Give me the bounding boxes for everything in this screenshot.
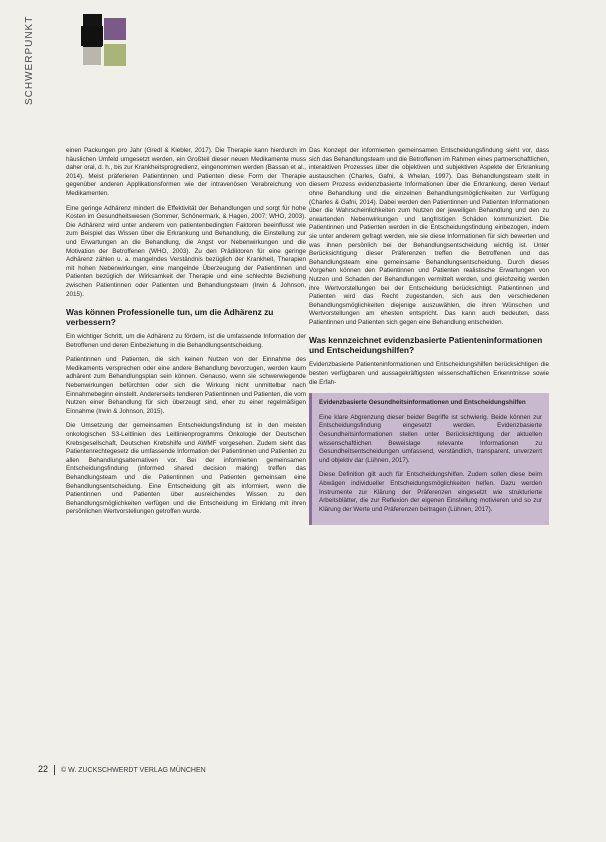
section-heading: Was kennzeichnet evidenzbasierte Patienteninformationen und Entscheidungshilfen? bbox=[309, 335, 543, 356]
decor-square-grey bbox=[83, 47, 101, 65]
info-box bbox=[309, 393, 549, 525]
paragraph: einen Packungen pro Jahr (Gredl & Kiebler, 2017). Die Therapie kann hierdurch im häuslichen Umfeld umgesetzt werden, ein Großteil dieser neuen Medikamente muss daher oral, d. h., bis zur Krankheitsprogredienz, eingenommen werden (Bassan et al., 2014). Meist präferieren Patientinnen und Patienten diese Form der Therapie gegenüber anderen Applikationsformen wie der intravenösen Verabreichung von Medikamenten. bbox=[66, 147, 306, 197]
info-box-paragraph: Eine klare Abgrenzung dieser beider Begriffe ist schwierig. Beide können zur Entscheidungsfindung eingesetzt werden. Evidenzbasierte Gesundheitsinformationen stellen unter Berücksichtigung der aktuellen wissenschaftlichen Beweislage relevante Informationen zu Gesundheitsentscheidungen umfassend, verständlich, transparent, unverzerrt und objektiv dar (Lühnen, 2017). bbox=[319, 413, 542, 464]
running-head: SCHWERPUNKT bbox=[24, 16, 35, 106]
decor-square-green bbox=[104, 44, 126, 66]
paragraph: Die Umsetzung der gemeinsamen Entscheidungsfindung ist in den meisten onkologischen S3-Leitlinien des Leitlinienprogramms Onkologie der Deutschen Krebsgesellschaft, Deutschen Krebshilfe und AWMF vorgesehen. Zudem sieht das Patientenrechtegesetz die umfassende Information der Patientinnen und Patienten zu allen Behandlungsalternativen vor. Bei der informierten gemeinsamen Entscheidungsfindung (informed shared decision making) treffen das Behandlungsteam und die Patientinnen und Patienten gemeinsam eine Behandlungsentscheidung. Eine Entscheidung gilt als informiert, wenn die Patientinnen und Patienten über ausreichendes Wissen zu den Behandlungsmöglichkeiten verfügen und die Entscheidung im Einklang mit ihren persönlichen Wertvorstellungen getroffen wurde. bbox=[66, 422, 306, 516]
decor-square-purple bbox=[104, 18, 126, 40]
decor-square-dark bbox=[81, 26, 103, 46]
section-heading: Was können Professionelle tun, um die Adhärenz zu verbessern? bbox=[66, 307, 274, 328]
paragraph: Patientinnen und Patienten, die sich keinen Nutzen von der Einnahme des Medikaments versprechen oder eine andere Behandlung bevorzugen, werden kaum adhärent zum Behandlungsplan sein können. Genauso, wenn sie schwerwiegende Nebenwirkungen befürchten oder sich die Wirkung nicht unmittelbar nach Einnahmebeginn einstellt. Andererseits tendieren Patientinnen und Patienten, die vom Nutzen einer Behandlung für sich überzeugt sind, eher zu einer regelmäßigen Einnahme (Irwin & Johnson, 2015). bbox=[66, 356, 306, 415]
footer-divider bbox=[54, 765, 55, 775]
info-box-paragraph: Diese Definition gilt auch für Entscheidungshilfen. Zudem sollen diese beim Abwägen individueller Entscheidungsmöglichkeiten helfen. Dazu werden Instrumente zur Klärung der Präferenzen eingesetzt wie strukturierte Arbeitsblätter, die zur Reflexion der eigenen Einstellung motivieren und so zur Klärung der Werte und Präferenzen beitragen (Lühnen, 2017). bbox=[319, 471, 542, 513]
right-column bbox=[309, 147, 549, 525]
left-column bbox=[66, 147, 306, 523]
publisher-credit: © W. ZUCKSCHWERDT VERLAG MÜNCHEN bbox=[61, 767, 206, 774]
paragraph: Evidenzbasierte Patienteninformationen und Entscheidungshilfen berücksichtigen die besten verfügbaren und aussagekräftigsten wissenschaftlichen Erkenntnisse sowie die Erfah- bbox=[309, 361, 549, 386]
paragraph: Eine geringe Adhärenz mindert die Effektivität der Behandlungen und sorgt für hohe Kosten im Gesundheitswesen (Sommer, Schönermark, & Hagen, 2007; WHO, 2003). Die Adhärenz wird unter anderem von patientenbedingten Faktoren beeinflusst wie zum Beispiel das Wissen über die Erkrankung und Behandlung, die Einstellung zur und Erwartungen an die Behandlung, die Angst vor Nebenwirkungen und die Motivation der Betroffenen (WHO, 2003). Zu den Prädiktoren für eine geringe Adhärenz zählen u. a. mangelndes Verständnis bezüglich der Krankheit, Therapien mit hohen Nebenwirkungen, eine mangelnde Überzeugung der Patientinnen und Patienten bezüglich der Wirksamkeit der Therapie und eine schlechte Beziehung zwischen Patientinnen oder Patienten und Behandlungsteam (Irwin & Johnson, 2015). bbox=[66, 204, 306, 298]
page-footer bbox=[38, 764, 206, 775]
paragraph: Ein wichtiger Schritt, um die Adhärenz zu fördern, ist die umfassende Information der Betroffenen und deren Einbeziehung in die Behandlungsentscheidung. bbox=[66, 333, 306, 349]
page-number: 22 bbox=[38, 764, 49, 774]
paragraph: Das Konzept der informierten gemeinsamen Entscheidungsfindung sieht vor, dass sich das Behandlungsteam und die Betroffenen im Rahmen eines partnerschaftlichen, interaktiven Prozesses über die objektiven und subjektiven Aspekte der Erkrankung austauschen (Charles, Gafni, & Whelan, 1997). Das Behandlungsteam stellt in diesem Prozess evidenzbasierte Informationen über die Erkrankung, deren Verlauf ohne Behandlung und die einzelnen Behandlungsmöglichkeiten zur Verfügung (Charles & Gafni, 2014). Dabei werden den Patientinnen und Patienten Informationen über die Wahrscheinlichkeiten zum Nutzen der jeweiligen Behandlung und den zu erwartenden Nebenwirkungen und langfristigen Schäden kommuniziert. Die Patientinnen und Patienten werden in die Entscheidungsfindung einbezogen, indem sie unter anderem gefragt werden, wie sie diese Informationen für sich bewerten und was ihnen persönlich bei der Behandlungsentscheidung wichtig ist. Unter Berücksichtigung dieser Präferenzen treffen die Betroffenen und das Behandlungsteam eine gemeinsame Behandlungsentscheidung. Durch dieses Vorgehen können den Patientinnen und Patienten realistische Erwartungen von Nutzen und Schaden der Behandlungen vermittelt werden, und gleichzeitig werden ihre Wertvorstellungen bei der Entscheidung berücksichtigt. Patientinnen und Patienten wird das Recht zugestanden, sich aus den verschiedenen Behandlungsmöglichkeiten diejenige auszuwählen, die ihren Wünschen und Wertvorstellungen am ehesten entspricht. Das kann auch bedeuten, dass Patientinnen und Patienten sich gegen eine Behandlung entscheiden. bbox=[309, 147, 549, 326]
info-box-title: Evidenzbasierte Gesundheitsinformationen und Entscheidungshilfen bbox=[319, 399, 526, 407]
